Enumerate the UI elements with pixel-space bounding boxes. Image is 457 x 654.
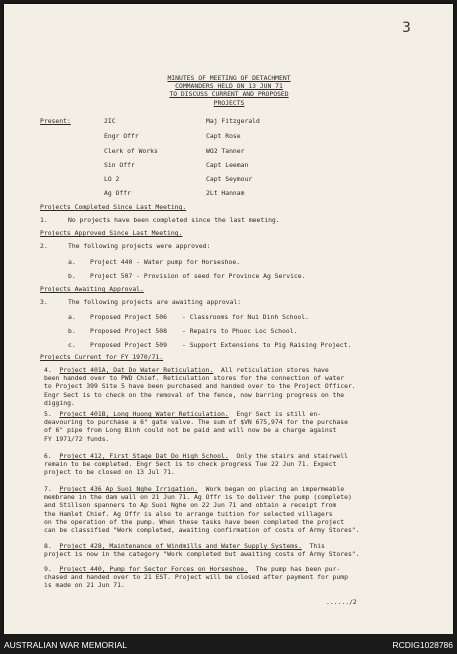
paragraph-text: No projects have been completed since the last meeting. bbox=[68, 216, 280, 224]
paragraph bbox=[44, 410, 422, 443]
section-heading: Projects Completed Since Last Meeting. bbox=[40, 203, 187, 211]
paragraph-number: 6. bbox=[44, 452, 52, 460]
item-text: - Repairs to Phuoc Loc School. bbox=[182, 327, 298, 335]
paragraph-heading: Project 401B, Long Huong Water Reticulation. bbox=[59, 410, 229, 418]
paragraph-line: is made on 21 Jun 71. bbox=[44, 581, 125, 590]
paragraph-line: deavouring to purchase a 6" gate valve. The sum of $VN 675,974 for the purchase bbox=[44, 418, 348, 427]
attendee-role: Sin Offr bbox=[104, 161, 135, 169]
paragraph-heading: Project 436 Ap Suoi Nghe Irrigation. bbox=[59, 485, 198, 493]
attendee-role: Clerk of Works bbox=[104, 147, 158, 155]
item-text: Project 507 - Provision of seed for Province Ag Service. bbox=[90, 272, 306, 280]
paragraph-line: chased and handed over to 21 EST. Project will be closed after payment for pump bbox=[44, 573, 348, 582]
paragraph-line: Engr Sect is to check on the removal of the fence, now barring progress on the bbox=[44, 390, 345, 399]
continuation-marker: ....../2 bbox=[326, 598, 357, 606]
paragraph-line: Engr Sect is still en- bbox=[236, 410, 322, 418]
section-heading: Projects Current for FY 1970/71. bbox=[40, 353, 164, 361]
item-text: - Classrooms for Nui Dinh School. bbox=[182, 313, 309, 321]
paragraph-number: 9. bbox=[44, 565, 52, 573]
attendee-role: Ag Offr bbox=[104, 189, 131, 197]
paragraph-line: The pump has been pur- bbox=[255, 565, 341, 573]
attendee-name: Capt Leeman bbox=[206, 161, 249, 169]
document-title bbox=[134, 74, 324, 107]
footer-record-id: RCDIG1028786 bbox=[392, 640, 453, 650]
item-project: Proposed Project 508 bbox=[90, 327, 167, 335]
page-number: 3 bbox=[402, 20, 411, 36]
section-heading: Projects Awaiting Approval. bbox=[40, 285, 144, 293]
attendee-name: 2Lt Hannam bbox=[206, 189, 245, 197]
paragraph bbox=[44, 565, 422, 590]
item-letter: c. bbox=[68, 341, 76, 349]
paragraph-text: The following projects are awaiting approval: bbox=[68, 298, 242, 306]
paragraph-number: 2. bbox=[40, 242, 48, 250]
item-project: Proposed Project 506 bbox=[90, 313, 167, 321]
paragraph-line: and Stillson spanners to Ap Suoi Nghe on 22 Jun 71 and obtain a receipt from bbox=[44, 501, 337, 510]
title-line: TO DISCUSS CURRENT AND PROPOSED bbox=[169, 90, 289, 99]
paragraph-heading: Project 428, Maintenance of Windmills and Water Supply Systems. bbox=[59, 542, 302, 550]
attendee-role: LO 2 bbox=[104, 175, 120, 183]
paragraph-number: 1. bbox=[40, 216, 48, 224]
paragraph-line: the Hamlet Chief. Ag Offr is also to arrange tuition for selected villagers bbox=[44, 509, 333, 518]
paragraph-line: remain to be completed. Engr Sect is to check progress Tue 22 Jun 71. Expect bbox=[44, 460, 337, 469]
item-project: Proposed Project 509 bbox=[90, 341, 167, 349]
attendee-role: 2IC bbox=[104, 117, 116, 125]
paragraph-heading: Project 401A, Dat Do Water Reticulation. bbox=[59, 366, 214, 374]
paragraph bbox=[44, 542, 422, 558]
paragraph-number: 5. bbox=[44, 410, 52, 418]
paragraph-line: This bbox=[309, 542, 325, 550]
footer-source: AUSTRALIAN WAR MEMORIAL bbox=[4, 640, 127, 650]
paragraph-line: can be classified "Work completed, awaiting confirmation of costs of Army Stores". bbox=[44, 526, 360, 535]
paragraph-number: 3. bbox=[40, 298, 48, 306]
attendee-name: Capt Seymour bbox=[206, 175, 253, 183]
paragraph-line: membrane in the dam wall on 21 Jun 71. Ag Offr is to deliver the pump (complete) bbox=[44, 493, 352, 502]
paragraph-line: All reticulation stores have bbox=[221, 366, 329, 374]
paragraph bbox=[44, 452, 422, 477]
document-page bbox=[4, 4, 453, 634]
paragraph-line: digging. bbox=[44, 398, 75, 407]
paragraph-line: of 6" pipe from Long Binh could not be paid and will now be a charge against bbox=[44, 426, 337, 435]
attendee-name: Maj Fitzgerald bbox=[206, 117, 260, 125]
paragraph-line: FY 1971/72 funds. bbox=[44, 434, 110, 443]
paragraph-line: been handed over to PWD Chief. Reticulation stores for the connection of water bbox=[44, 374, 345, 383]
attendee-role: Engr Offr bbox=[104, 132, 139, 140]
title-line: COMMANDERS HELD ON 13 JUN 71 bbox=[175, 82, 283, 91]
item-letter: b. bbox=[68, 272, 76, 280]
section-heading: Projects Approved Since Last Meeting. bbox=[40, 229, 183, 237]
title-line: PROJECTS bbox=[213, 98, 245, 107]
paragraph-line: to Project 399 Site 5 have been purchased and handed over to the Project Officer. bbox=[44, 382, 356, 391]
paragraph-text: The following projects were approved: bbox=[68, 242, 211, 250]
attendee-name: WO2 Tanner bbox=[206, 147, 245, 155]
present-label: Present: bbox=[40, 117, 71, 125]
paragraph-line: project to be closed on 13 Jul 71. bbox=[44, 468, 175, 477]
paragraph-number: 7. bbox=[44, 485, 52, 493]
paragraph-number: 8. bbox=[44, 542, 52, 550]
item-letter: a. bbox=[68, 258, 76, 266]
attendee-name: Capt Rose bbox=[206, 132, 241, 140]
item-letter: b. bbox=[68, 327, 76, 335]
paragraph-heading: Project 440, Pump for Sector Forces on Horseshoe. bbox=[59, 565, 248, 573]
paragraph-line: project is now in the category "Work completed but awaiting costs of Army Stores". bbox=[44, 550, 360, 559]
paragraph-line: Only the stairs and stairwell bbox=[236, 452, 348, 460]
item-text: Project 440 - Water pump for Horseshoe. bbox=[90, 258, 241, 266]
item-letter: a. bbox=[68, 313, 76, 321]
paragraph-number: 4. bbox=[44, 366, 52, 374]
paragraph bbox=[44, 366, 422, 407]
paragraph-heading: Project 412, First Stage Dat Do High School. bbox=[59, 452, 229, 460]
archive-footer bbox=[0, 634, 457, 654]
item-text: - Support Extensions to Pig Raising Project. bbox=[182, 341, 352, 349]
paragraph-line: Work began on placing an impermeable bbox=[205, 485, 345, 493]
paragraph-line: on the operation of the pump. When these tasks have been completed the project bbox=[44, 517, 345, 526]
title-line: MINUTES OF MEETING OF DETACHMENT bbox=[167, 74, 291, 82]
paragraph bbox=[44, 485, 422, 534]
